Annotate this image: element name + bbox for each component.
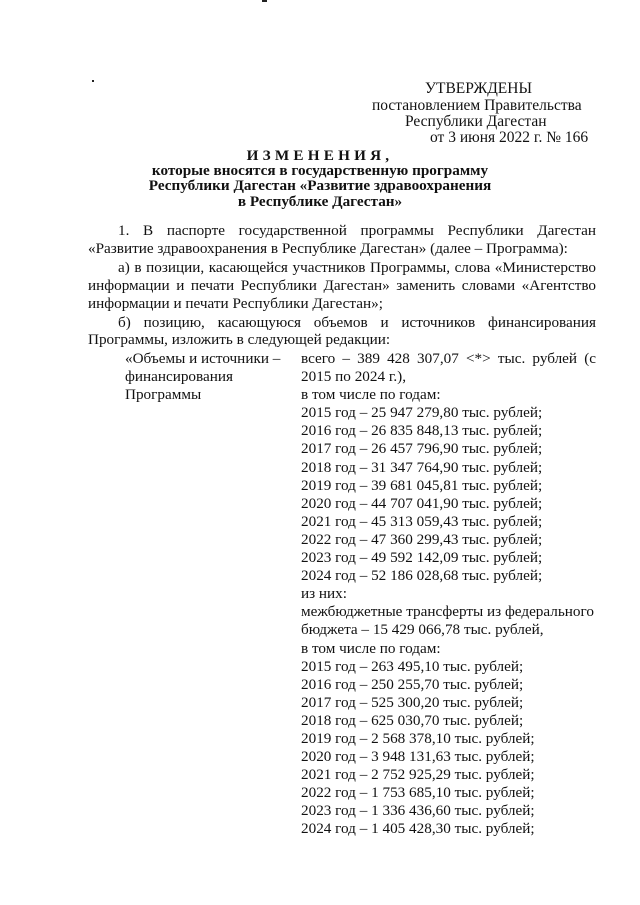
year-federal-row: 2020 год – 3 948 131,63 тыс. рублей; — [301, 748, 535, 766]
year-total-row: 2018 год – 31 347 764,90 тыс. рублей; — [301, 458, 543, 476]
year-federal-row: 2019 год – 2 568 378,10 тыс. рублей; — [301, 729, 535, 747]
scan-mark — [262, 0, 267, 2]
year-total-row: 2016 год – 26 835 848,13 тыс. рублей; — [301, 422, 543, 440]
paragraph-1-line-1: 1. В паспорте государственной программы Республики Дагестан — [118, 222, 596, 239]
scan-mark — [92, 80, 94, 82]
total-line-2: 2015 по 2024 г.), — [301, 368, 407, 386]
year-total-row: 2023 год – 49 592 142,09 тыс. рублей; — [301, 549, 543, 567]
year-federal-row: 2018 год – 625 030,70 тыс. рублей; — [301, 711, 524, 729]
year-total-row: 2015 год – 25 947 279,80 тыс. рублей; — [301, 404, 543, 422]
paragraph-2-line-2: информации и печати Республики Дагестан» заменить словами «Агентство — [88, 277, 596, 294]
year-federal-row: 2022 год – 1 753 685,10 тыс. рублей; — [301, 784, 535, 802]
federal-line-1: межбюджетные трансферты из федерального — [301, 603, 594, 621]
year-total-row: 2017 год – 26 457 796,90 тыс. рублей; — [301, 440, 543, 458]
year-total-row: 2019 год – 39 681 045,81 тыс. рублей; — [301, 476, 543, 494]
year-federal-row: 2024 год – 1 405 428,30 тыс. рублей; — [301, 820, 535, 838]
table-label-line-1: «Объемы и источники – — [125, 350, 281, 367]
funding-details — [301, 350, 596, 839]
document-subtitle-line-3: в Республике Дагестан» — [237, 193, 403, 210]
year-federal-row: 2017 год – 525 300,20 тыс. рублей; — [301, 693, 524, 711]
by-year-label: в том числе по годам: — [301, 386, 441, 404]
of-them-label: из них: — [301, 585, 347, 603]
approval-line-2: Республики Дагестан — [405, 113, 547, 130]
approval-line-1: постановлением Правительства — [372, 97, 582, 114]
paragraph-2-line-1: а) в позиции, касающейся участников Программы, слова «Министерство — [118, 259, 596, 276]
paragraph-2-line-3: информации и печати Республики Дагестан»; — [88, 295, 383, 312]
document-subtitle-line-1: которые вносятся в государственную программу — [151, 162, 489, 179]
paragraph-3-line-2: Программы, изложить в следующей редакции: — [88, 331, 391, 348]
paragraph-3-line-1: б) позицию, касающуюся объемов и источников финансирования — [118, 314, 596, 331]
year-total-row: 2020 год – 44 707 041,90 тыс. рублей; — [301, 494, 543, 512]
by-year-label-2: в том числе по годам: — [301, 639, 441, 657]
year-total-row: 2024 год – 52 186 028,68 тыс. рублей; — [301, 567, 543, 585]
document-subtitle-line-2: Республики Дагестан «Развитие здравоохранения — [148, 177, 492, 194]
year-total-row: 2021 год – 45 313 059,43 тыс. рублей; — [301, 512, 543, 530]
document-title: ИЗМЕНЕНИЯ, — [246, 147, 394, 164]
table-label-line-2: финансирования — [125, 368, 233, 385]
year-federal-row: 2023 год – 1 336 436,60 тыс. рублей; — [301, 802, 535, 820]
approval-date: от 3 июня 2022 г. № 166 — [430, 129, 589, 146]
approval-title: УТВЕРЖДЕНЫ — [425, 80, 532, 97]
year-total-row: 2022 год – 47 360 299,43 тыс. рублей; — [301, 530, 543, 548]
federal-line-2: бюджета – 15 429 066,78 тыс. рублей, — [301, 621, 544, 639]
year-federal-row: 2016 год – 250 255,70 тыс. рублей; — [301, 675, 524, 693]
paragraph-1-line-2: «Развитие здравоохранения в Республике Дагестан» (далее – Программа): — [88, 240, 568, 257]
table-label-line-3: Программы — [125, 386, 202, 403]
total-line-1: всего – 389 428 307,07 <*> тыс. рублей (с — [301, 350, 596, 367]
year-federal-row: 2015 год – 263 495,10 тыс. рублей; — [301, 657, 524, 675]
year-federal-row: 2021 год – 2 752 925,29 тыс. рублей; — [301, 766, 535, 784]
